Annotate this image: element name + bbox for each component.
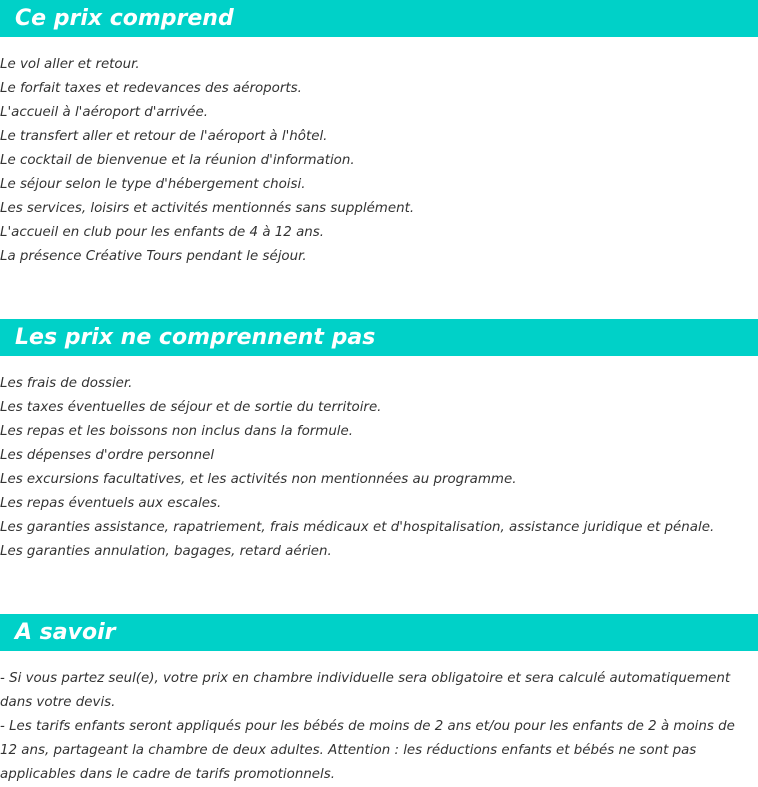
section-title-included: Ce prix comprend xyxy=(15,6,234,31)
section-header-info xyxy=(0,614,758,651)
excluded-list xyxy=(0,372,758,564)
section-header-included xyxy=(0,0,758,37)
list-item: Les services, loisirs et activités mentionnés sans supplément. xyxy=(0,201,415,216)
list-item: L'accueil à l'aéroport d'arrivée. xyxy=(0,105,208,120)
list-item: Les frais de dossier. xyxy=(0,376,133,391)
section-header-excluded xyxy=(0,319,758,356)
list-item: L'accueil en club pour les enfants de 4 à 12 ans. xyxy=(0,225,325,240)
list-item: La présence Créative Tours pendant le séjour. xyxy=(0,249,307,264)
list-item: Les garanties assistance, rapatriement, frais médicaux et d'hospitalisation, assistance juridique et pénale. xyxy=(0,520,715,535)
list-item: Les repas et les boissons non inclus dans la formule. xyxy=(0,424,354,439)
info-paragraph: - Si vous partez seul(e), votre prix en chambre individuelle sera obligatoire et sera calculé automatiquement dans votre devis. xyxy=(0,671,731,710)
list-item: Les repas éventuels aux escales. xyxy=(0,496,222,511)
included-list xyxy=(0,53,758,269)
info-paragraph: - Les tarifs enfants seront appliqués pour les bébés de moins de 2 ans et/ou pour les enfants de 2 à moins de 12 ans, partageant la chambre de deux adultes. Attention : les réductions enfants et bébés ne sont pas applicables dans le cadre de tarifs promotionnels. xyxy=(0,719,735,782)
section-title-info: A savoir xyxy=(15,620,116,645)
list-item: Le cocktail de bienvenue et la réunion d'information. xyxy=(0,153,355,168)
section-title-excluded: Les prix ne comprennent pas xyxy=(15,325,376,350)
list-item: Les excursions facultatives, et les activités non mentionnées au programme. xyxy=(0,472,517,487)
list-item: Le séjour selon le type d'hébergement choisi. xyxy=(0,177,306,192)
list-item: Les taxes éventuelles de séjour et de sortie du territoire. xyxy=(0,400,382,415)
info-paragraphs xyxy=(0,667,752,787)
list-item: Le vol aller et retour. xyxy=(0,57,140,72)
list-item: Les garanties annulation, bagages, retard aérien. xyxy=(0,544,332,559)
list-item: Le forfait taxes et redevances des aéroports. xyxy=(0,81,302,96)
list-item: Les dépenses d'ordre personnel xyxy=(0,448,215,463)
list-item: Le transfert aller et retour de l'aéroport à l'hôtel. xyxy=(0,129,328,144)
